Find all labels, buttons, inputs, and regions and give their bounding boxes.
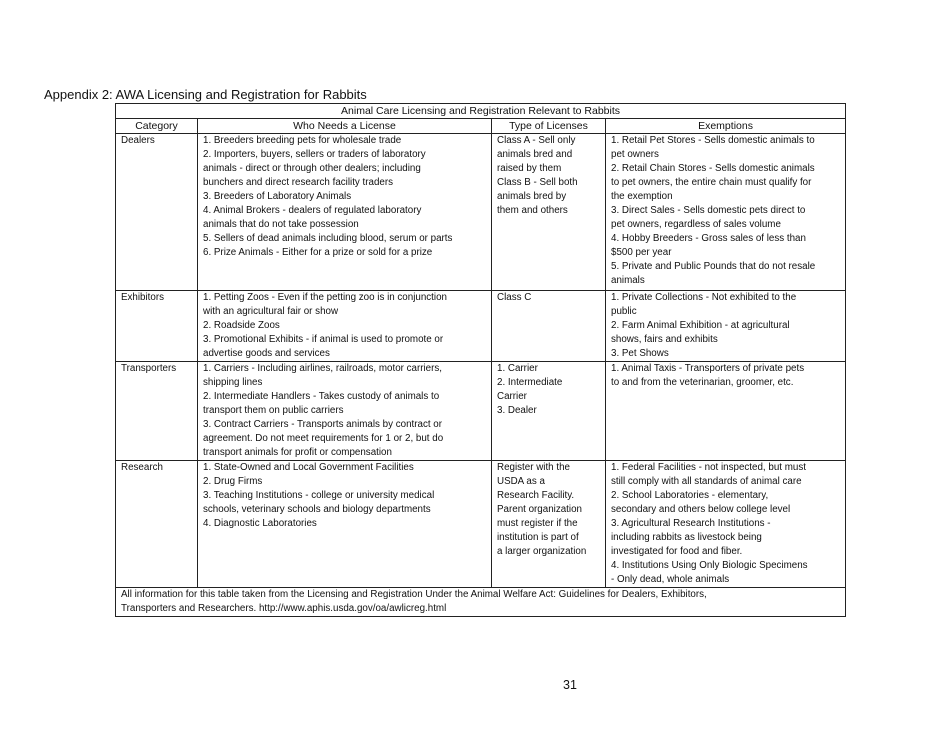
exemption-line: 3. Pet Shows: [611, 348, 669, 359]
who-line: transport animals for profit or compensation: [203, 447, 392, 458]
exemption-line: 1. Animal Taxis - Transporters of private pets: [611, 363, 805, 374]
type-cell: [492, 134, 606, 291]
who-line: 1. Petting Zoos - Even if the petting zoo is in conjunction: [203, 292, 447, 303]
who-cell: [198, 362, 492, 461]
category-cell: [116, 461, 198, 588]
who-line: 2. Intermediate Handlers - Takes custody of animals to: [203, 391, 440, 402]
table-caption: Animal Care Licensing and Registration Relevant to Rabbits: [116, 104, 846, 119]
exemption-line: - Only dead, whole animals: [611, 574, 730, 585]
table-row-exhibitors: [116, 291, 846, 362]
exemption-line: to and from the veterinarian, groomer, etc.: [611, 377, 794, 388]
who-line: 3. Breeders of Laboratory Animals: [203, 191, 352, 202]
exemption-line: 2. School Laboratories - elementary,: [611, 490, 769, 501]
type-line: raised by them: [497, 163, 562, 174]
who-line: 2. Drug Firms: [203, 476, 263, 487]
exemption-line: animals: [611, 275, 645, 286]
footnote-line: All information for this table taken from the Licensing and Registration Under the Animal Welfare Act: Guidelines for Dealers, Exhibitors,: [121, 589, 707, 600]
who-line: 4. Diagnostic Laboratories: [203, 518, 317, 529]
exemptions-cell: [606, 362, 846, 461]
type-line: Register with the: [497, 462, 570, 473]
exemption-line: 2. Retail Chain Stores - Sells domestic animals: [611, 163, 815, 174]
table-row-transporters: [116, 362, 846, 461]
exemption-line: 4. Institutions Using Only Biologic Specimens: [611, 560, 808, 571]
table-footnote-row: [116, 588, 846, 617]
exemption-line: 1. Private Collections - Not exhibited to the: [611, 292, 797, 303]
who-line: 4. Animal Brokers - dealers of regulated laboratory: [203, 205, 422, 216]
exemption-line: 4. Hobby Breeders - Gross sales of less than: [611, 233, 806, 244]
who-cell: [198, 461, 492, 588]
who-line: 2. Roadside Zoos: [203, 320, 280, 331]
exemption-line: public: [611, 306, 637, 317]
footnote-line: Transporters and Researchers. http://www.aphis.usda.gov/oa/awlicreg.html: [121, 603, 447, 614]
category-label: Transporters: [121, 363, 177, 374]
who-cell: [198, 134, 492, 291]
page-number: 31: [563, 678, 577, 692]
type-line: 1. Carrier: [497, 363, 538, 374]
who-line: advertise goods and services: [203, 348, 330, 359]
type-line: 3. Dealer: [497, 405, 537, 416]
exemption-line: pet owners: [611, 149, 659, 160]
exemption-line: 1. Federal Facilities - not inspected, but must: [611, 462, 806, 473]
who-line: 3. Promotional Exhibits - if animal is used to promote or: [203, 334, 444, 345]
exemption-line: 2. Farm Animal Exhibition - at agricultural: [611, 320, 790, 331]
who-line: 2. Importers, buyers, sellers or traders of laboratory: [203, 149, 426, 160]
type-line: Research Facility.: [497, 490, 575, 501]
category-cell: [116, 291, 198, 362]
who-line: transport them on public carriers: [203, 405, 344, 416]
type-line: institution is part of: [497, 532, 579, 543]
type-line: USDA as a: [497, 476, 545, 487]
category-cell: [116, 134, 198, 291]
table-row-research: [116, 461, 846, 588]
who-line: 6. Prize Animals - Either for a prize or sold for a prize: [203, 247, 433, 258]
exemption-line: 3. Agricultural Research Institutions -: [611, 518, 771, 529]
exemption-line: secondary and others below college level: [611, 504, 791, 515]
type-line: a larger organization: [497, 546, 587, 557]
type-line: Class C: [497, 292, 532, 303]
category-cell: [116, 362, 198, 461]
header-who-needs-license: Who Needs a License: [198, 119, 492, 134]
type-cell: [492, 362, 606, 461]
exemption-line: 1. Retail Pet Stores - Sells domestic animals to: [611, 135, 815, 146]
exemption-line: the exemption: [611, 191, 673, 202]
exemption-line: shows, fairs and exhibits: [611, 334, 718, 345]
appendix-heading: Appendix 2: AWA Licensing and Registration for Rabbits: [44, 87, 367, 102]
exemption-line: 3. Direct Sales - Sells domestic pets direct to: [611, 205, 806, 216]
type-line: them and others: [497, 205, 568, 216]
header-exemptions: Exemptions: [606, 119, 846, 134]
table-footnote: [116, 588, 846, 617]
exemption-line: $500 per year: [611, 247, 672, 258]
type-line: animals bred and: [497, 149, 573, 160]
who-line: schools, veterinary schools and biology departments: [203, 504, 431, 515]
type-line: 2. Intermediate: [497, 377, 563, 388]
exemptions-cell: [606, 461, 846, 588]
category-label: Exhibitors: [121, 292, 165, 303]
category-label: Research: [121, 462, 163, 473]
exemption-line: including rabbits as livestock being: [611, 532, 762, 543]
exemptions-cell: [606, 134, 846, 291]
licensing-table: [115, 103, 846, 617]
type-line: must register if the: [497, 518, 578, 529]
who-line: shipping lines: [203, 377, 263, 388]
who-line: animals that do not take possession: [203, 219, 359, 230]
who-line: 3. Contract Carriers - Transports animals by contract or: [203, 419, 443, 430]
type-line: animals bred by: [497, 191, 567, 202]
exemption-line: still comply with all standards of animal care: [611, 476, 802, 487]
type-line: Carrier: [497, 391, 527, 402]
who-line: 5. Sellers of dead animals including blood, serum or parts: [203, 233, 453, 244]
exemptions-cell: [606, 291, 846, 362]
type-line: Class B - Sell both: [497, 177, 578, 188]
who-line: with an agricultural fair or show: [203, 306, 339, 317]
table-body: [116, 134, 846, 617]
who-line: 1. State-Owned and Local Government Facilities: [203, 462, 414, 473]
who-line: agreement. Do not meet requirements for 1 or 2, but do: [203, 433, 444, 444]
who-line: 1. Breeders breeding pets for wholesale trade: [203, 135, 402, 146]
exemption-line: 5. Private and Public Pounds that do not resale: [611, 261, 816, 272]
table-row-dealers: [116, 134, 846, 291]
exemption-line: pet owners, regardless of sales volume: [611, 219, 781, 230]
who-cell: [198, 291, 492, 362]
category-label: Dealers: [121, 135, 155, 146]
type-cell: [492, 461, 606, 588]
who-line: 1. Carriers - Including airlines, railroads, motor carriers,: [203, 363, 443, 374]
exemption-line: to pet owners, the entire chain must qualify for: [611, 177, 812, 188]
type-line: Class A - Sell only: [497, 135, 576, 146]
type-cell: [492, 291, 606, 362]
header-category: Category: [116, 119, 198, 134]
type-line: Parent organization: [497, 504, 582, 515]
who-line: bunchers and direct research facility traders: [203, 177, 394, 188]
who-line: 3. Teaching Institutions - college or university medical: [203, 490, 435, 501]
header-type-of-licenses: Type of Licenses: [492, 119, 606, 134]
exemption-line: investigated for food and fiber.: [611, 546, 743, 557]
who-line: animals - direct or through other dealers; including: [203, 163, 421, 174]
